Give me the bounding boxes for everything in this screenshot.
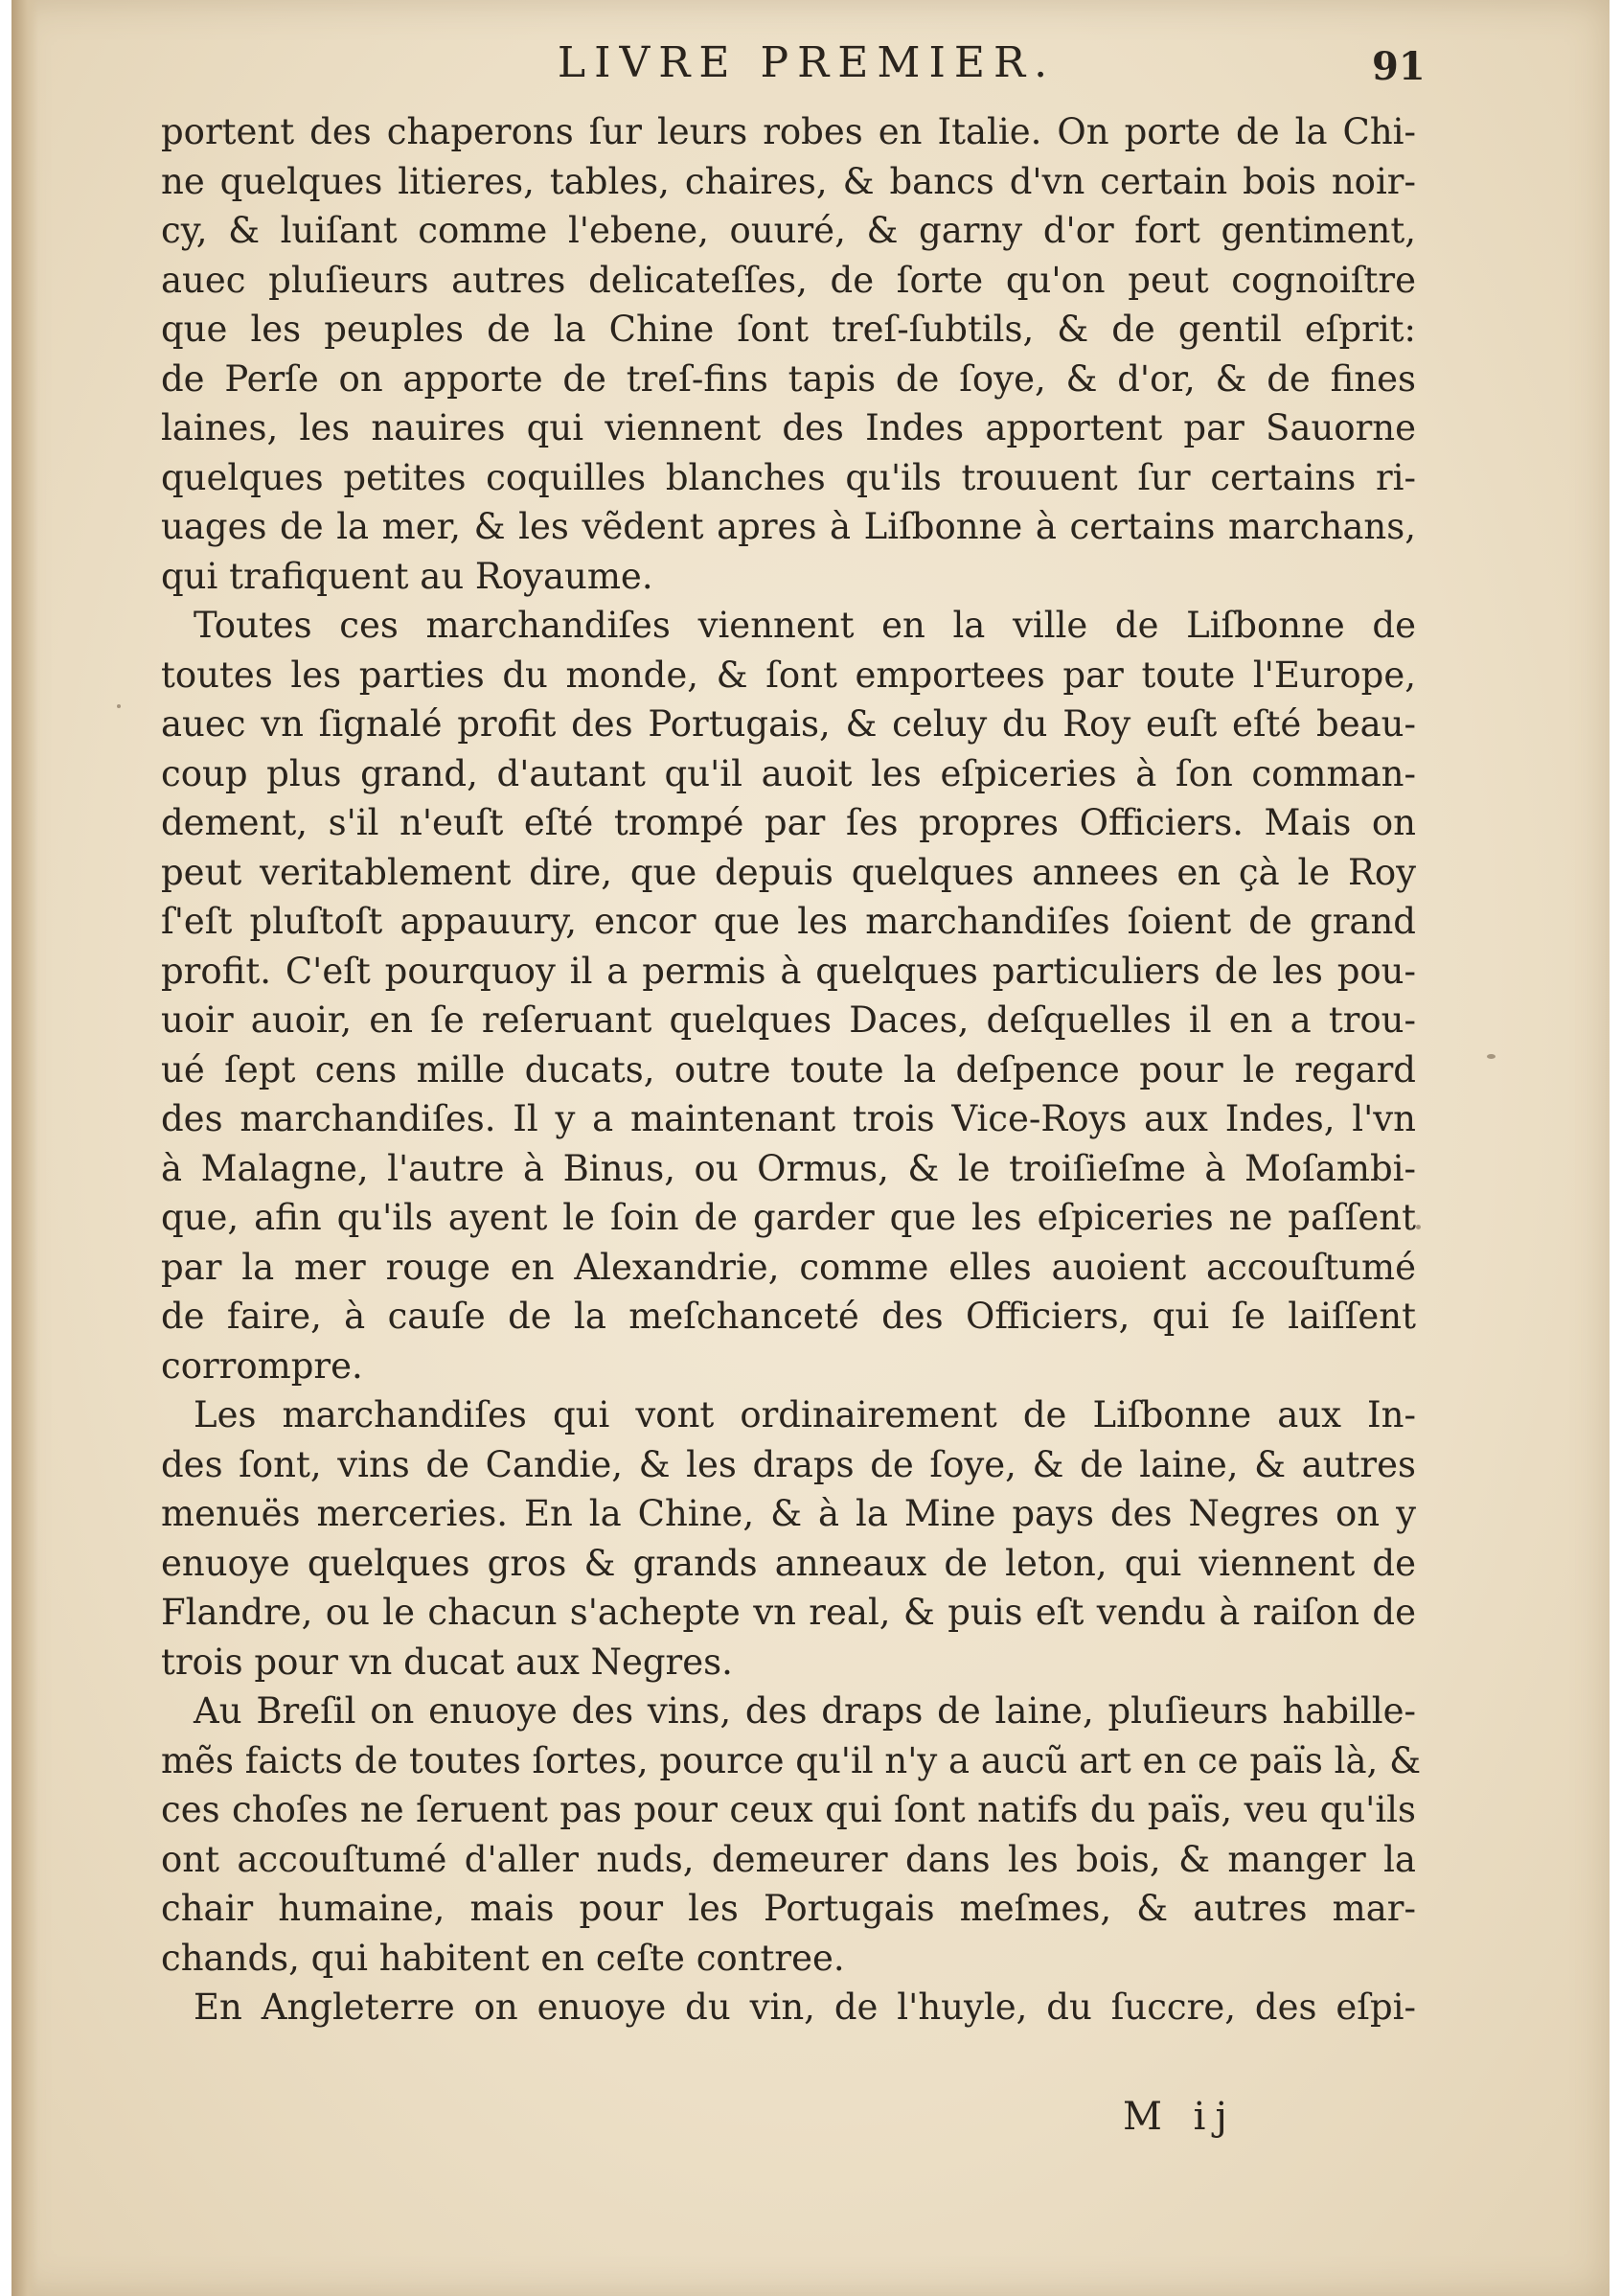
text-line: ſ'eſt pluſtoſt appauury, encor que les marchandiſes ſoient de grand	[161, 901, 1416, 942]
body-text	[161, 107, 1421, 2032]
text-line: chands, qui habitent en ceſte contree.	[161, 1937, 845, 1979]
text-line: chair humaine, mais pour les Portugais meſmes, & autres mar-	[161, 1888, 1416, 1929]
text-line: mẽs faicts de toutes ſortes, pource qu'il n'y a aucũ art en ce païs là, &	[161, 1739, 1421, 1781]
text-line: par la mer rouge en Alexandrie, comme elles auoient accouſtumé	[161, 1246, 1416, 1288]
text-line: coup plus grand, d'autant qu'il auoit les eſpiceries à ſon comman-	[161, 752, 1416, 794]
text-line: uages de la mer, & les vẽdent apres à Liſbonne à certains marchans,	[161, 506, 1416, 547]
text-line: profit. C'eſt pourquoy il a permis à quelques particuliers de les pou-	[161, 950, 1416, 992]
text-line: auec vn ſignalé profit des Portugais, & celuy du Roy euſt eſté beau-	[161, 703, 1416, 745]
text-line: à Malagne, l'autre à Binus, ou Ormus, & le troiſieſme à Moſambi-	[161, 1147, 1416, 1189]
paper-speck	[1416, 1225, 1421, 1229]
text-line: peut veritablement dire, que depuis quelques annees en çà le Roy	[161, 851, 1416, 893]
running-head: LIVRE PREMIER.	[557, 38, 1057, 87]
catchword-signature: M ij	[1123, 2095, 1237, 2139]
paragraph-start-line: Toutes ces marchandiſes viennent en la ville de Liſbonne de	[194, 605, 1416, 646]
text-line: qui trafiquent au Royaume.	[161, 555, 653, 597]
text-line: quelques petites coquilles blanches qu'ils trouuent ſur certains ri-	[161, 456, 1416, 498]
text-line: portent des chaperons ſur leurs robes en Italie. On porte de la Chi-	[161, 111, 1416, 152]
paper-speck	[117, 704, 121, 708]
text-line: ne quelques litieres, tables, chaires, & bancs d'vn certain bois noir-	[161, 160, 1416, 202]
text-line: de faire, à cauſe de la meſchanceté des Officiers, qui ſe laiſſent	[161, 1296, 1416, 1337]
text-line: ué ſept cens mille ducats, outre toute la deſpence pour le regard	[161, 1048, 1416, 1091]
text-line: dement, s'il n'euſt eſté trompé par ſes propres Officiers. Mais on	[161, 802, 1416, 843]
text-line: que les peuples de la Chine ſont treſ-ſubtils, & de gentil eſprit:	[161, 309, 1416, 350]
paper-speck	[1487, 1054, 1495, 1059]
text-line: trois pour vn ducat aux Negres.	[161, 1641, 733, 1683]
text-line: des marchandiſes. Il y a maintenant trois Vice-Roys aux Indes, l'vn	[161, 1098, 1416, 1139]
text-line: des ſont, vins de Candie, & les draps de ſoye, & de laine, & autres	[161, 1443, 1416, 1485]
book-page	[11, 0, 1610, 2296]
folio-number: 91	[1372, 44, 1426, 89]
text-line: corrompre.	[161, 1344, 363, 1387]
text-line: cy, & luiſant comme l'ebene, ouuré, & garny d'or fort gentiment,	[161, 210, 1416, 251]
text-line: menuës merceries. En la Chine, & à la Mine pays des Negres on y	[161, 1493, 1416, 1534]
text-line: enuoye quelques gros & grands anneaux de leton, qui viennent de	[161, 1542, 1416, 1584]
paragraph-start-line: En Angleterre on enuoye du vin, de l'huyle, du ſuccre, des eſpi-	[194, 1986, 1416, 2028]
paragraph-start-line: Au Breſil on enuoye des vins, des draps de laine, pluſieurs habille-	[194, 1690, 1416, 1732]
paragraph-start-line: Les marchandiſes qui vont ordinairement de Liſbonne aux In-	[194, 1394, 1416, 1435]
text-line: ces choſes ne ſeruent pas pour ceux qui ſont natifs du païs, veu qu'ils	[161, 1789, 1416, 1830]
text-line: auec pluſieurs autres delicateſſes, de ſorte qu'on peut cognoiſtre	[161, 259, 1416, 301]
text-line: de Perſe on apporte de treſ-fins tapis de ſoye, & d'or, & de fines	[161, 357, 1416, 400]
text-line: que, afin qu'ils ayent le ſoin de garder que les eſpiceries ne paſſent	[161, 1197, 1416, 1238]
text-line: laines, les nauires qui viennent des Indes apportent par Sauorne	[161, 407, 1416, 448]
text-line: ont accouſtumé d'aller nuds, demeurer dans les bois, & manger la	[161, 1838, 1416, 1880]
text-line: uoir auoir, en ſe reſeruant quelques Daces, deſquelles il en a trou-	[161, 999, 1416, 1041]
text-line: Flandre, ou le chacun s'achepte vn real, & puis eſt vendu à raiſon de	[161, 1592, 1416, 1633]
text-line: toutes les parties du monde, & ſont emportees par toute l'Europe,	[161, 654, 1416, 696]
page-gutter	[11, 0, 38, 2296]
